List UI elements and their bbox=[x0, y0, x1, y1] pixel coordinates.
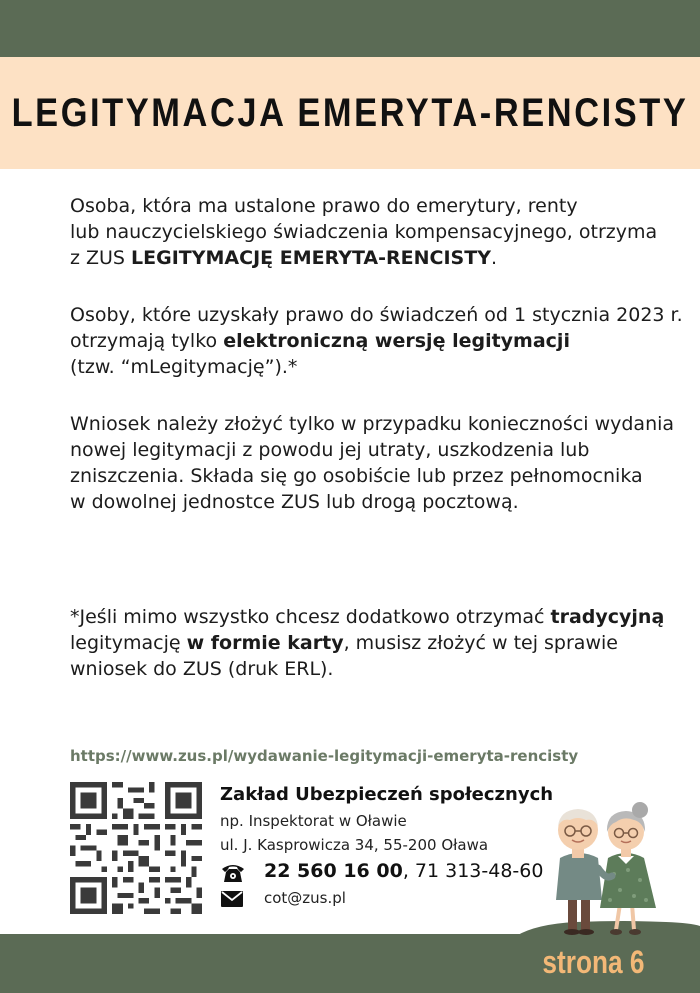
bold-fragment: elektroniczną wersję legitymacji bbox=[223, 330, 570, 352]
bold-fragment: w formie karty bbox=[186, 632, 344, 654]
page-title: LEGITYMACJA EMERYTA-RENCISTY bbox=[11, 90, 689, 135]
text-line: wniosek do ZUS (druk ERL). bbox=[70, 658, 334, 680]
text-line: (tzw. “mLegitymację”).* bbox=[70, 356, 298, 378]
text-line: Osoba, która ma ustalone prawo do emerytury, renty bbox=[70, 195, 578, 217]
phone-rest: , 71 313-48-60 bbox=[402, 860, 544, 882]
paragraph-application bbox=[70, 411, 680, 515]
page-number: strona 6 bbox=[541, 944, 644, 980]
elderly-couple-illustration bbox=[516, 796, 700, 936]
mail-icon bbox=[220, 890, 244, 908]
paragraph-footnote bbox=[70, 604, 680, 682]
text-fragment: otrzymają tylko bbox=[70, 330, 224, 352]
email-link[interactable]: cot@zus.pl bbox=[264, 889, 346, 907]
text-line bbox=[70, 328, 680, 354]
zus-url-link[interactable]: https://www.zus.pl/wydawanie-legitymacji-emeryta-rencisty bbox=[70, 747, 579, 765]
text-line: lub nauczycielskiego świadczenia kompensacyjnego, otrzyma bbox=[70, 221, 658, 243]
phone-numbers bbox=[264, 860, 543, 882]
text-line bbox=[70, 245, 680, 271]
qr-code bbox=[70, 782, 202, 914]
org-name: Zakład Ubezpieczeń społecznych bbox=[220, 784, 554, 805]
bold-fragment: LEGITYMACJĘ EMERYTA-RENCISTY bbox=[131, 247, 491, 269]
paragraph-electronic bbox=[70, 302, 683, 380]
phone-icon bbox=[220, 862, 246, 884]
org-unit: np. Inspektorat w Oławie bbox=[220, 812, 407, 830]
org-address: ul. J. Kasprowicza 34, 55-200 Oława bbox=[220, 836, 489, 854]
text-line: w dowolnej jednostce ZUS lub drogą pocztową. bbox=[70, 491, 519, 513]
text-fragment: , musisz złożyć w tej sprawie bbox=[343, 632, 618, 654]
text-line bbox=[70, 604, 680, 630]
text-fragment: z ZUS bbox=[70, 247, 132, 269]
text-line bbox=[70, 630, 680, 656]
text-line: Wniosek należy złożyć tylko w przypadku konieczności wydania bbox=[70, 413, 675, 435]
paragraph-intro bbox=[70, 193, 680, 271]
bold-fragment: tradycyjną bbox=[550, 606, 665, 628]
top-band bbox=[0, 0, 700, 57]
text-fragment: *Jeśli mimo wszystko chcesz dodatkowo otrzymać bbox=[70, 606, 551, 628]
title-band bbox=[0, 57, 700, 169]
text-line: Osoby, które uzyskały prawo do świadczeń od 1 stycznia 2023 r. bbox=[70, 304, 683, 326]
text-fragment: . bbox=[490, 247, 497, 269]
phone-main: 22 560 16 00 bbox=[264, 860, 403, 882]
text-line: zniszczenia. Składa się go osobiście lub przez pełnomocnika bbox=[70, 465, 643, 487]
text-line: nowej legitymacji z powodu jej utraty, uszkodzenia lub bbox=[70, 439, 590, 461]
text-fragment: legitymację bbox=[70, 632, 187, 654]
